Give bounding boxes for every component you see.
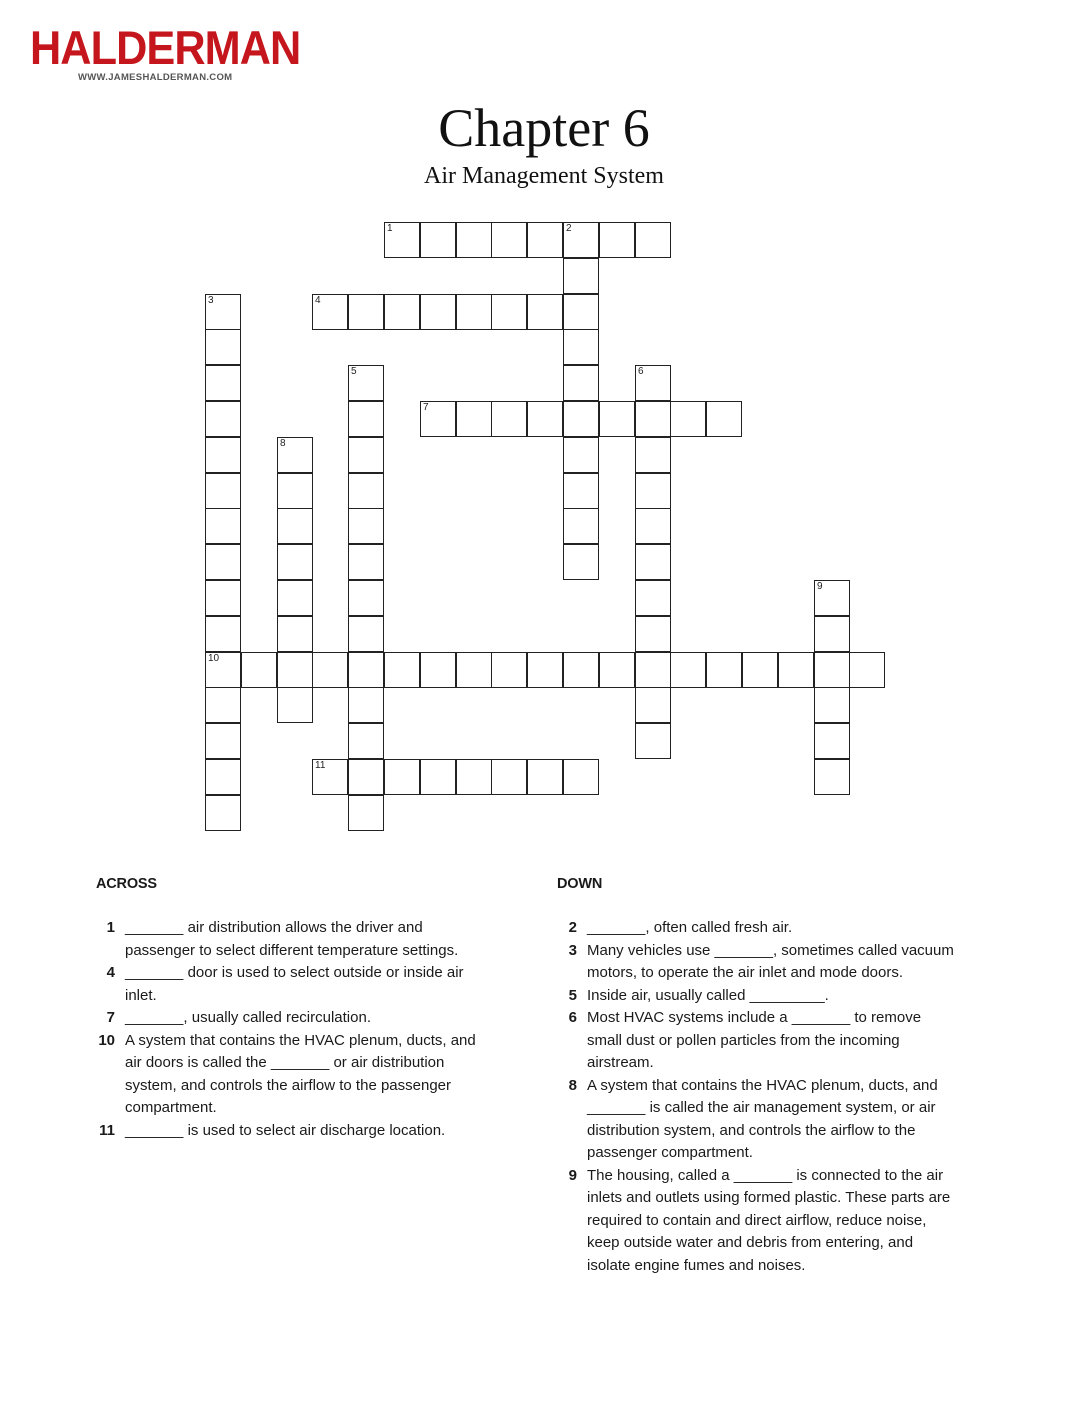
grid-cell[interactable] bbox=[563, 258, 599, 294]
grid-cell[interactable] bbox=[456, 759, 492, 795]
grid-cell[interactable] bbox=[635, 687, 671, 723]
grid-cell[interactable] bbox=[348, 508, 384, 544]
grid-cell[interactable] bbox=[563, 544, 599, 580]
grid-cell[interactable] bbox=[205, 508, 241, 544]
grid-cell[interactable] bbox=[635, 365, 671, 401]
grid-cell[interactable] bbox=[277, 508, 313, 544]
grid-cell[interactable] bbox=[277, 687, 313, 723]
clue-list-number: 4 bbox=[106, 964, 115, 981]
clue-number: 6 bbox=[638, 366, 644, 377]
clue-number: 11 bbox=[315, 760, 326, 771]
grid-cell[interactable] bbox=[527, 759, 563, 795]
down-clue bbox=[553, 1007, 958, 1075]
clue-number: 3 bbox=[208, 295, 214, 306]
grid-cell[interactable] bbox=[706, 401, 742, 437]
clue-number: 1 bbox=[387, 223, 393, 234]
grid-cell[interactable] bbox=[635, 723, 671, 759]
across-clue bbox=[91, 962, 496, 1007]
clue-text: A system that contains the HVAC plenum, ducts, and air doors is called the _______ or air distribution system, and controls the airflow to the passenger compartment. bbox=[125, 1031, 476, 1116]
grid-cell[interactable] bbox=[563, 652, 599, 688]
grid-cell[interactable] bbox=[420, 294, 456, 330]
grid-cell[interactable] bbox=[420, 759, 456, 795]
grid-cell[interactable] bbox=[849, 652, 885, 688]
grid-cell[interactable] bbox=[456, 652, 492, 688]
grid-cell[interactable] bbox=[635, 437, 671, 473]
grid-cell[interactable] bbox=[635, 544, 671, 580]
grid-cell[interactable] bbox=[384, 759, 420, 795]
clue-list-number: 6 bbox=[568, 1009, 577, 1026]
across-clue bbox=[91, 1030, 496, 1120]
grid-cell[interactable] bbox=[599, 401, 635, 437]
grid-cell[interactable] bbox=[312, 294, 348, 330]
grid-cell[interactable] bbox=[742, 652, 778, 688]
clue-text: Inside air, usually called _________. bbox=[587, 986, 829, 1004]
grid-cell[interactable] bbox=[814, 652, 850, 688]
clue-text: _______, usually called recirculation. bbox=[125, 1009, 371, 1026]
grid-cell[interactable] bbox=[277, 544, 313, 580]
grid-cell[interactable] bbox=[563, 329, 599, 365]
down-clue bbox=[553, 985, 958, 1008]
grid-cell[interactable] bbox=[635, 616, 671, 652]
grid-cell[interactable] bbox=[491, 401, 527, 437]
grid-cell[interactable] bbox=[205, 294, 241, 330]
grid-cell[interactable] bbox=[420, 222, 456, 258]
grid-cell[interactable] bbox=[563, 437, 599, 473]
grid-cell[interactable] bbox=[635, 508, 671, 544]
grid-cell[interactable] bbox=[527, 401, 563, 437]
clue-number: 9 bbox=[817, 581, 823, 592]
page-subtitle: Air Management System bbox=[424, 163, 664, 189]
across-clue bbox=[91, 1007, 496, 1030]
grid-cell[interactable] bbox=[205, 759, 241, 795]
clue-text: A system that contains the HVAC plenum, ducts, and _______ is called the air management system, or air distribution system, and controls the airflow to the passenger compartment. bbox=[587, 1076, 938, 1161]
grid-cell[interactable] bbox=[205, 616, 241, 652]
clue-list-number: 3 bbox=[568, 941, 577, 959]
grid-cell[interactable] bbox=[312, 759, 348, 795]
grid-cell[interactable] bbox=[527, 294, 563, 330]
grid-cell[interactable] bbox=[348, 401, 384, 437]
grid-cell[interactable] bbox=[814, 580, 850, 616]
logo-wordmark: HALDERMAN bbox=[30, 21, 301, 74]
grid-cell[interactable] bbox=[205, 329, 241, 365]
grid-cell[interactable] bbox=[348, 616, 384, 652]
grid-cell[interactable] bbox=[563, 294, 599, 330]
down-clue-list bbox=[553, 917, 958, 1277]
clue-text: Many vehicles use _______, sometimes called vacuum motors, to operate the air inlet and mode doors. bbox=[587, 941, 954, 981]
grid-cell[interactable] bbox=[527, 652, 563, 688]
grid-cell[interactable] bbox=[348, 365, 384, 401]
grid-cell[interactable] bbox=[635, 222, 671, 258]
clue-number: 10 bbox=[208, 653, 220, 664]
clue-list-number: 7 bbox=[106, 1009, 115, 1026]
grid-cell[interactable] bbox=[670, 401, 706, 437]
grid-cell[interactable] bbox=[205, 652, 241, 688]
grid-cell[interactable] bbox=[491, 652, 527, 688]
clue-text: _______ door is used to select outside or inside air inlet. bbox=[125, 964, 464, 1004]
clue-number: 8 bbox=[280, 438, 286, 449]
grid-cell[interactable] bbox=[348, 687, 384, 723]
clue-list-number: 10 bbox=[98, 1031, 115, 1049]
grid-cell[interactable] bbox=[563, 222, 599, 258]
across-heading: ACROSS bbox=[96, 876, 157, 892]
clue-number: 2 bbox=[566, 223, 572, 234]
grid-cell[interactable] bbox=[205, 437, 241, 473]
grid-cell[interactable] bbox=[348, 294, 384, 330]
grid-cell[interactable] bbox=[205, 365, 241, 401]
grid-cell[interactable] bbox=[527, 222, 563, 258]
grid-cell[interactable] bbox=[563, 473, 599, 509]
grid-cell[interactable] bbox=[599, 652, 635, 688]
clue-list-number: 11 bbox=[99, 1121, 115, 1139]
clue-text: _______ air distribution allows the driver and passenger to select different temperature settings. bbox=[125, 919, 459, 959]
grid-cell[interactable] bbox=[456, 401, 492, 437]
down-clue bbox=[553, 917, 958, 940]
grid-cell[interactable] bbox=[814, 616, 850, 652]
grid-cell[interactable] bbox=[563, 365, 599, 401]
grid-cell[interactable] bbox=[491, 759, 527, 795]
grid-cell[interactable] bbox=[277, 616, 313, 652]
page-title: Chapter 6 bbox=[438, 98, 650, 158]
grid-cell[interactable] bbox=[599, 222, 635, 258]
clue-text: _______, often called fresh air. bbox=[587, 919, 793, 936]
grid-cell[interactable] bbox=[348, 795, 384, 831]
grid-cell[interactable] bbox=[348, 544, 384, 580]
grid-cell[interactable] bbox=[491, 294, 527, 330]
grid-cell[interactable] bbox=[814, 687, 850, 723]
grid-cell[interactable] bbox=[205, 723, 241, 759]
clue-number: 5 bbox=[351, 366, 357, 377]
clue-text: _______ is used to select air discharge location. bbox=[125, 1121, 446, 1139]
clue-text: Most HVAC systems include a _______ to remove small dust or pollen particles from the incoming airstream. bbox=[587, 1009, 922, 1071]
grid-cell[interactable] bbox=[563, 508, 599, 544]
grid-cell[interactable] bbox=[348, 473, 384, 509]
logo-url: WWW.JAMESHALDERMAN.COM bbox=[78, 72, 233, 83]
across-clue bbox=[91, 1120, 496, 1143]
clue-list-number: 5 bbox=[568, 986, 577, 1004]
grid-cell[interactable] bbox=[420, 652, 456, 688]
grid-cell[interactable] bbox=[205, 795, 241, 831]
halderman-logo bbox=[30, 21, 324, 83]
clue-list-number: 8 bbox=[568, 1076, 577, 1094]
grid-cell[interactable] bbox=[205, 401, 241, 437]
clue-list-number: 1 bbox=[106, 919, 115, 936]
grid-cell[interactable] bbox=[205, 544, 241, 580]
grid-cell[interactable] bbox=[670, 652, 706, 688]
grid-cell[interactable] bbox=[635, 473, 671, 509]
clue-list-number: 9 bbox=[568, 1166, 577, 1184]
clue-number: 4 bbox=[315, 295, 321, 306]
grid-cell[interactable] bbox=[491, 222, 527, 258]
clue-text: The housing, called a _______ is connected to the air inlets and outlets using formed plastic. These parts are required to contain and direct airflow, reduce noise, keep outside water and debris from entering, and isolate engine fumes and noises. bbox=[587, 1166, 951, 1274]
grid-cell[interactable] bbox=[348, 580, 384, 616]
grid-cell[interactable] bbox=[635, 652, 671, 688]
grid-cell[interactable] bbox=[241, 652, 277, 688]
grid-cell[interactable] bbox=[456, 294, 492, 330]
grid-cell[interactable] bbox=[205, 473, 241, 509]
clue-list-number: 2 bbox=[568, 919, 577, 936]
grid-cell[interactable] bbox=[778, 652, 814, 688]
across-clue-list bbox=[91, 917, 496, 1142]
grid-cell[interactable] bbox=[348, 723, 384, 759]
grid-cell[interactable] bbox=[706, 652, 742, 688]
grid-cell[interactable] bbox=[384, 294, 420, 330]
down-clue bbox=[553, 1165, 958, 1278]
down-clue bbox=[553, 1075, 958, 1165]
grid-cell[interactable] bbox=[563, 759, 599, 795]
clue-number: 7 bbox=[423, 402, 429, 413]
grid-cell[interactable] bbox=[277, 652, 313, 688]
grid-cell[interactable] bbox=[563, 401, 599, 437]
down-heading: DOWN bbox=[557, 876, 603, 892]
grid-cell[interactable] bbox=[205, 580, 241, 616]
grid-cell[interactable] bbox=[348, 652, 384, 688]
grid-cell[interactable] bbox=[456, 222, 492, 258]
grid-cell[interactable] bbox=[312, 652, 348, 688]
down-clue bbox=[553, 940, 958, 985]
grid-cell[interactable] bbox=[277, 473, 313, 509]
grid-cell[interactable] bbox=[384, 222, 420, 258]
grid-cell[interactable] bbox=[277, 580, 313, 616]
across-clue bbox=[91, 917, 496, 962]
grid-cell[interactable] bbox=[277, 437, 313, 473]
grid-cell[interactable] bbox=[635, 580, 671, 616]
grid-cell[interactable] bbox=[205, 687, 241, 723]
grid-cell[interactable] bbox=[420, 401, 456, 437]
grid-cell[interactable] bbox=[384, 652, 420, 688]
grid-cell[interactable] bbox=[348, 437, 384, 473]
grid-cell[interactable] bbox=[814, 723, 850, 759]
grid-cell[interactable] bbox=[814, 759, 850, 795]
grid-cell[interactable] bbox=[635, 401, 671, 437]
grid-cell[interactable] bbox=[348, 759, 384, 795]
